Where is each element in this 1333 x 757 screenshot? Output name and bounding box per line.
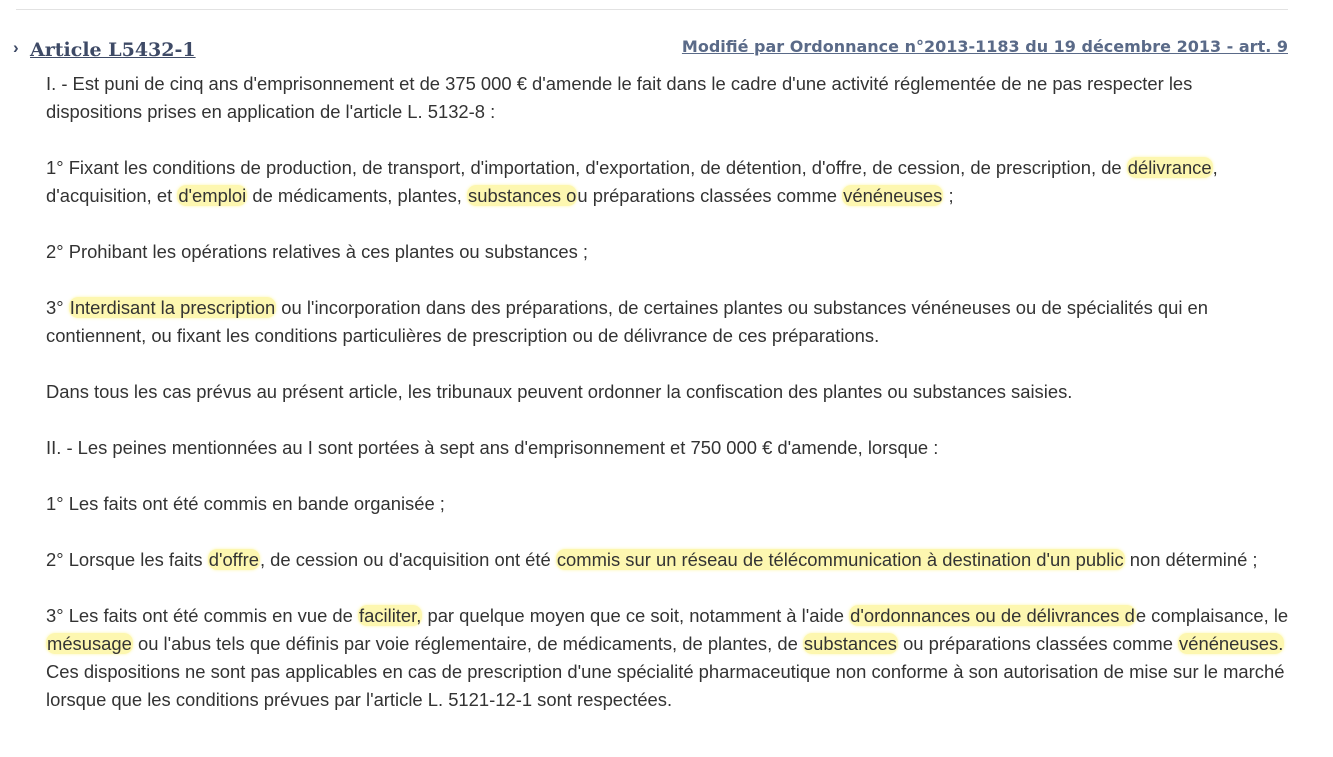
- highlighted-text: commis sur un réseau de télécommunication à destination d'un public: [556, 549, 1124, 570]
- highlighted-text: substances o: [468, 185, 577, 206]
- paragraph-text: u préparations classées comme: [577, 185, 843, 206]
- article-paragraph: [46, 70, 1291, 126]
- highlighted-text: mésusage: [47, 633, 132, 654]
- paragraph-text: e complaisance, le: [1135, 605, 1289, 626]
- top-divider: [16, 9, 1288, 10]
- paragraph-text: 2° Lorsque les faits: [46, 549, 208, 570]
- highlighted-text: d'ordonnances ou de délivrances d: [850, 605, 1135, 626]
- paragraph-text: ou préparations classées comme: [897, 633, 1179, 654]
- highlighted-text: faciliter,: [359, 605, 422, 626]
- paragraph-text: ou l'incorporation dans des préparations, de certaines plantes ou substances vénéneuses ou de spécialités qui en contiennent, ou fixant les conditions particulières de prescription ou de délivrance de ces préparations.: [46, 297, 1208, 346]
- paragraph-text: 1° Fixant les conditions de production, de transport, d'importation, d'exportation, de détention, d'offre, de cession, de prescription, de: [46, 157, 1127, 178]
- article-body: [46, 70, 1291, 742]
- paragraph-text: non déterminé ;: [1124, 549, 1258, 570]
- paragraph-text: II. - Les peines mentionnées au I sont portées à sept ans d'emprisonnement et 750 000 € d'amende, lorsque :: [46, 437, 939, 458]
- article-paragraph: [46, 602, 1291, 714]
- paragraph-text: , de cession ou d'acquisition ont été: [259, 549, 556, 570]
- highlighted-text: substances: [803, 633, 897, 654]
- article-paragraph: [46, 378, 1291, 406]
- paragraph-text: par quelque moyen que ce soit, notamment à l'aide: [422, 605, 850, 626]
- chevron-right-icon[interactable]: ›: [13, 38, 19, 57]
- article-paragraph: [46, 154, 1291, 210]
- article-title-link[interactable]: Article L5432-1: [30, 39, 196, 61]
- paragraph-text: de médicaments, plantes,: [247, 185, 468, 206]
- paragraph-text: ;: [943, 185, 954, 206]
- modification-link[interactable]: Modifié par Ordonnance n°2013-1183 du 19 décembre 2013 - art. 9: [681, 37, 1288, 56]
- paragraph-text: ou l'abus tels que définis par voie réglementaire, de médicaments, de plantes, de: [132, 633, 803, 654]
- highlighted-text: délivrance: [1127, 157, 1212, 178]
- article-paragraph: [46, 294, 1291, 350]
- highlighted-text: d'offre: [208, 549, 259, 570]
- paragraph-text: I. - Est puni de cinq ans d'emprisonnement et de 375 000 € d'amende le fait dans le cadre d'une activité réglementée de ne pas respecter les dispositions prises en application de l'article L. 5132-8 :: [46, 73, 1193, 122]
- highlighted-text: d'emploi: [178, 185, 247, 206]
- highlighted-text: Interdisant la prescription: [69, 297, 276, 318]
- paragraph-text: 1° Les faits ont été commis en bande organisée ;: [46, 493, 445, 514]
- article-paragraph: [46, 238, 1291, 266]
- paragraph-text: 2° Prohibant les opérations relatives à ces plantes ou substances ;: [46, 241, 589, 262]
- article-paragraph: [46, 546, 1291, 574]
- paragraph-text: , d'acquisition, et: [46, 157, 1218, 206]
- paragraph-text: 3° Les faits ont été commis en vue de: [46, 605, 358, 626]
- article-header: [0, 36, 1333, 66]
- highlighted-text: vénéneuses.: [1179, 633, 1284, 654]
- article-paragraph: [46, 490, 1291, 518]
- paragraph-text: 3°: [46, 297, 69, 318]
- article-paragraph: [46, 434, 1291, 462]
- highlighted-text: vénéneuses: [843, 185, 943, 206]
- paragraph-text: Dans tous les cas prévus au présent article, les tribunaux peuvent ordonner la confiscation des plantes ou substances saisies.: [46, 381, 1073, 402]
- paragraph-text: Ces dispositions ne sont pas applicables en cas de prescription d'une spécialité pharmaceutique non conforme à son autorisation de mise sur le marché lorsque que les conditions prévues par l'article L. 5121-12-1 sont respectées.: [46, 661, 1285, 710]
